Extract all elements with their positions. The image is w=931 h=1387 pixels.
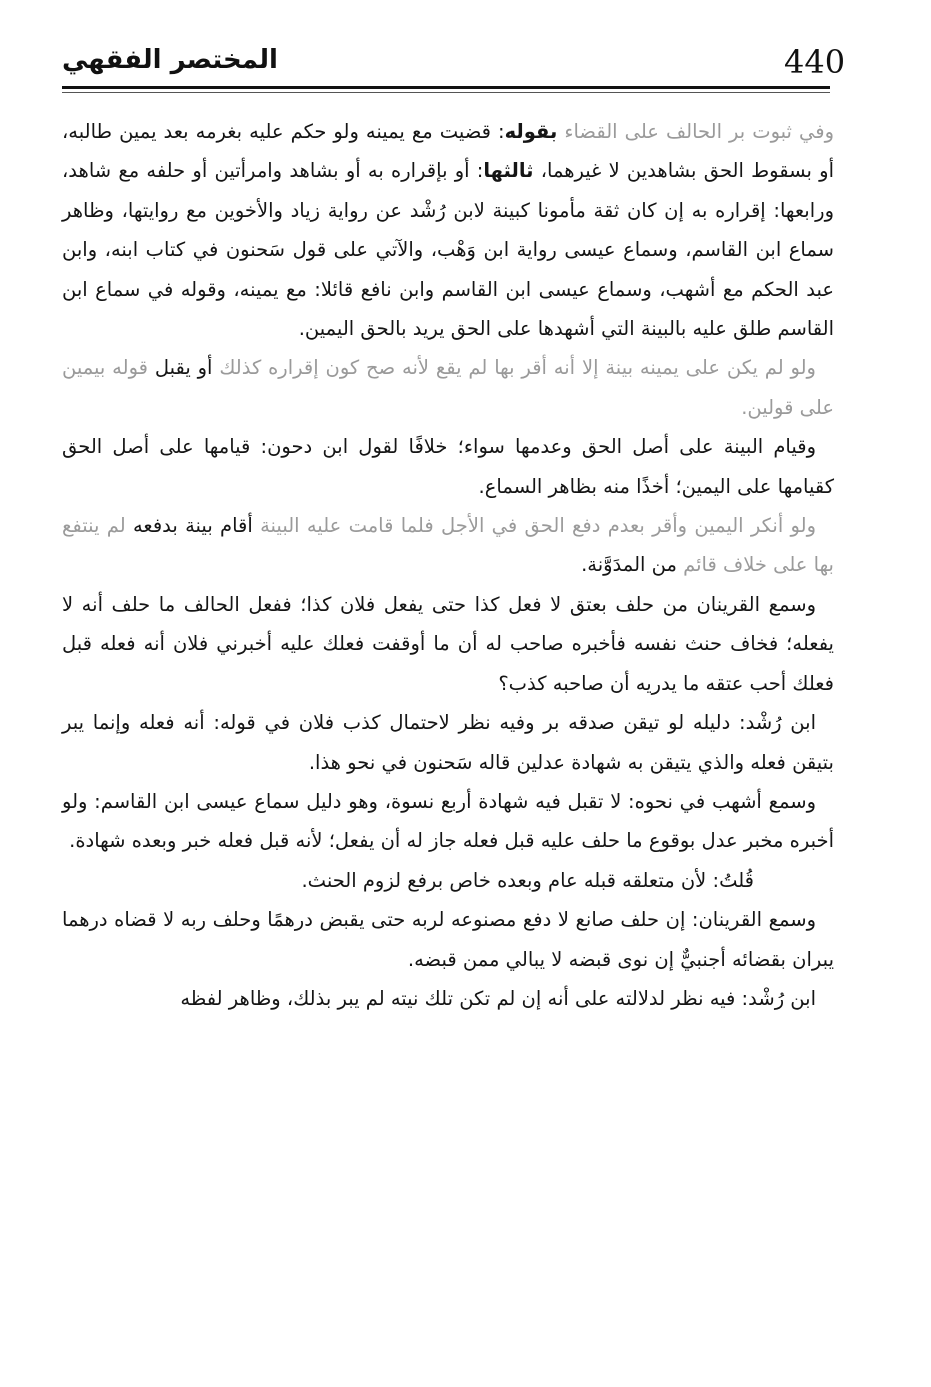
paragraph: [62, 900, 834, 979]
paragraph: [62, 782, 834, 861]
text-segment: ثالثها: [483, 159, 534, 183]
paragraph: [62, 585, 834, 703]
header-rule-thick: [62, 86, 830, 89]
header-rule-thin: [62, 92, 830, 93]
running-title: المختصر الفقهي: [62, 45, 278, 75]
text-segment: ولو لم يكن على يمينه بينة إلا أنه أقر بها لم يقع لأنه صح كون إقراره كذلك: [212, 356, 816, 380]
text-segment: وسمع القرينان من حلف بعتق لا فعل كذا حتى يفعل فلان كذا؛ ففعل الحالف ما حلف أنه لا يفعله؛ فخاف حنث نفسه فأخبره صاحب له أن ما أوقفت فعلك عليه أخبرني فلان أنه فعله قبل فعلك أحب عتقه ما يدريه أن صاحبه كذب؟: [62, 592, 834, 695]
page-number: 440: [784, 43, 846, 81]
paragraph: [62, 506, 834, 585]
text-segment: أو يقبل: [154, 356, 213, 380]
paragraph: [62, 861, 834, 900]
text-segment: ولو أنكر اليمين وأقر بعدم دفع الحق في الأجل فلما قامت عليه البينة: [252, 514, 816, 538]
text-segment: وسمع القرينان: إن حلف صانع لا دفع مصنوعه لربه حتى يقبض درهمًا وحلف ربه لا قضاه درهما يبران بقضائه أجنبيٌّ إن نوى قبضه لا يبالي ممن قبضه.: [62, 908, 834, 971]
body-text: [62, 112, 834, 1018]
text-segment: بقوله: [504, 120, 558, 143]
text-segment: ابن رُشْد: دليله لو تيقن صدقه بر وفيه نظر لاحتمال كذب فلان في قوله: أنه فعله وإنما يبر بتيقن فعله والذي يتيقن به شهادة عدلين قاله سَحنون في نحو هذا.: [62, 711, 834, 774]
text-segment: من المدَوَّنة.: [581, 553, 677, 577]
text-segment: قوله بيمين على قولين.: [62, 356, 834, 419]
paragraph: [62, 348, 834, 427]
text-segment: قُلتُ: لأن متعلقه قبله عام وبعده خاص برفع لزوم الحنث.: [301, 868, 754, 892]
text-segment: وقيام البينة على أصل الحق وعدمها سواء؛ خلافًا لقول ابن دحون: قيامها على أصل الحق كقيامها على اليمين؛ أخذًا منه بظاهر السماع.: [62, 435, 834, 498]
text-segment: وسمع أشهب في نحوه: لا تقبل فيه شهادة أربع نسوة، وهو دليل سماع عيسى ابن القاسم: ولو أخبره مخبر عدل بوقوع ما حلف عليه قبل فعله جاز له أن يفعل؛ لأنه قبل فعله خبر وبعده شهادة.: [62, 789, 834, 853]
page-header: [62, 38, 846, 90]
paragraph: [62, 979, 834, 1018]
text-segment: وفي ثبوت بر الحالف على القضاء: [557, 120, 834, 143]
text-segment: : أو بإقراره به أو بشاهد وامرأتين أو حلفه مع شاهد، ورابعها: إقراره به إن كان ثقة مأمونا كبينة لابن رُشْد عن رواية زياد والأخوين مع روايتها، وظاهر سماع ابن القاسم، وسماع عيسى رواية ابن وَهْب، والآتي على قول سَحنون في كتاب ابنه، وابن عبد الحكم مع أشهب، وسماع عيسى ابن القاسم وابن نافع قائلا: مع يمينه، وقوله في سماع ابن القاسم طلق عليه بالبينة التي أشهدها على الحق يريد بالحق اليمين.: [62, 159, 834, 341]
paragraph: [62, 112, 834, 348]
text-segment: لم ينتفع بها على خلاف قائم: [62, 514, 834, 577]
text-segment: : قضيت مع يمينه ولو حكم عليه بغرمه بعد يمين طالبه، أو بسقوط الحق بشاهدين لا غيرهما،: [62, 120, 834, 183]
paragraph: [62, 427, 834, 506]
text-segment: أقام بينة بدفعه: [132, 514, 253, 538]
paragraph: [62, 703, 834, 782]
text-segment: ابن رُشْد: فيه نظر لدلالته على أنه إن لم تكن تلك نيته لم يبر بذلك، وظاهر لفظه: [180, 986, 816, 1010]
